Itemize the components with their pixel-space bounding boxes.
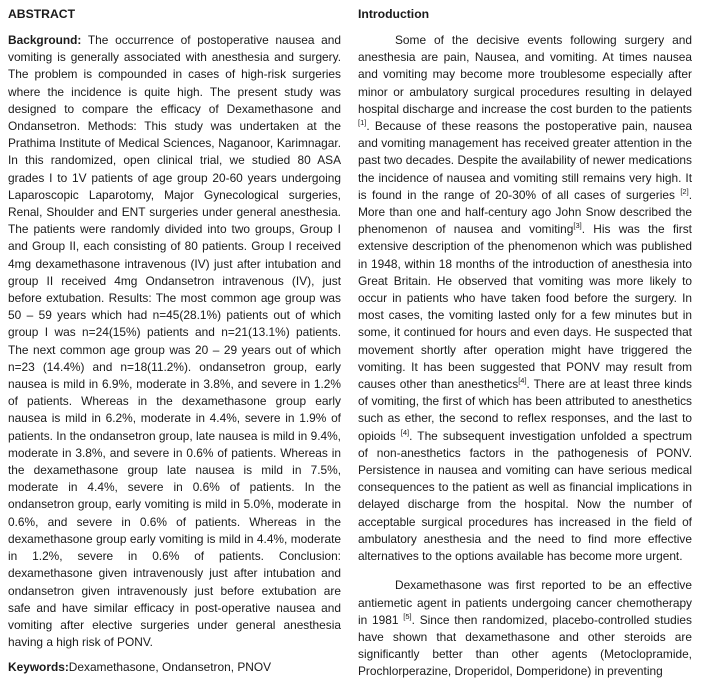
text-segment: . More than one and half-century ago John Snow described the phenomenon of nausea and vomiting [358, 187, 692, 237]
introduction-heading: Introduction [358, 7, 430, 21]
text-segment: . Because of these reasons the postoperative pain, nausea and vomiting management has received greater attention in the past two decades. Despite the availability of newer medications the incidence of nausea and vomiting still remains very high. It is found in the range of 20-30% of all cases of surgeries [358, 119, 692, 202]
text-segment: Some of the decisive events following surgery and anesthesia are pain, Nausea, and vomiting. At times nausea and vomiting may become more troublesome especially after minor or ambulatory surgical procedures resulting in delayed hospital discharge and increase the cost burden to the patients [358, 33, 692, 116]
introduction-paragraph-2 [358, 577, 692, 680]
text-segment: . The subsequent investigation unfolded a spectrum of non-anesthetics factors in the pathogenesis of PONV. Persistence in nausea and vomiting can have serious medical consequences to the patient as well as financial implications in delayed discharge from the hospital. Now the number of acceptable surgical procedures has increased in the field of ambulatory anesthesia and the need to find more effective alternatives to the options available has become more urgent. [358, 428, 692, 564]
citation-ref: [4] [400, 427, 410, 437]
citation-ref: [5] [403, 611, 412, 621]
keywords-line [8, 659, 341, 676]
keywords-text: Dexamethasone, Ondansetron, PNOV [68, 660, 272, 675]
text-segment: . Since then randomized, placebo-controlled studies have shown that dexamethasone and other steroids are significantly better than other agents (Metoclopramide, Prochlorperazine, Droperidol, Domperidone) in preventing [358, 612, 692, 679]
keywords-label: Keywords: [8, 660, 69, 675]
text-segment: . His was the first extensive description of the phenomenon which was published in 1948, within 18 months of the introduction of anesthesia into Great Britain. He observed that vomiting was more likely to occur in patients who have taken food before the surgery. In most cases, the vomiting lasted only for a few minutes but in some, it continued for hours and even days. He suspected that movement shortly after operation might have triggered the vomiting. It has been suggested that PONV may result from causes other than anesthetics [358, 222, 692, 392]
citation-ref: [2] [680, 186, 689, 196]
citation-ref: [4] [518, 376, 527, 386]
citation-ref: [3] [573, 221, 582, 231]
abstract-column [8, 6, 341, 677]
abstract-heading: ABSTRACT [8, 7, 76, 21]
text-segment: Dexamethasone was first reported to be an effective antiemetic agent in patients undergoing cancer chemotherapy in 1981 [358, 578, 692, 627]
citation-ref: [1] [358, 118, 367, 128]
introduction-column [358, 6, 692, 681]
abstract-body [8, 32, 341, 651]
text-segment: . There are at least three kinds of vomiting, the first of which has been attributed to anesthetics such as ether, the second to reflex responses, and the last to opioids [358, 377, 692, 443]
abstract-text: The occurrence of postoperative nausea and vomiting is generally associated with anesthesia and surgery. The problem is compounded in cases of high-risk surgeries where the incidence is quite high. The present study was designed to compare the efficacy of Dexamethasone and Ondansetron. Methods: This study was undertaken at the Prathima Institute of Medical Sciences, Naganoor, Karimnagar. In this randomized, open clinical trial, we studied 80 ASA grades I to 1V patients of age group 20-60 years undergoing Laparoscopic Laparotomy, Major Gynecological surgeries, Renal, Shoulder and ENT surgeries under general anesthesia. The patients were randomly divided into two groups, Group I and Group II, each consisting of 80 patients. Group I received 4mg dexamethasone intravenous (IV) just after intubation and group II received 4mg Ondansetron intravenous (IV), just before extubation. Results: The most common age group was 50 – 59 years which had n=45(28.1%) patients out of which group I was n=24(15%) patients and n=21(13.1%) patients. The next common age group was 20 – 29 years out of which n=23 (14.4%) and n=18(11.2%). ondansetron group, early nausea is mild in 6.9%, moderate in 3.8%, and severe in 1.2% of patients. Whereas in the dexamethasone group early nausea is mild in 6.2%, moderate in 4.4%, severe in 1.9% of patients. In the ondansetron group, late nausea is mild in 9.4%, moderate in 3.8%, and severe in 0.6% of patients. Whereas in the dexamethasone group late nausea is mild in 7.5%, moderate in 4.4%, severe in 0.6% of patients. In the ondansetron group, early vomiting is mild in 5.0%, moderate in 0.6%, and severe in 0.6% of patients. Whereas in the dexamethasone group early vomiting is mild in 4.4%, moderate in 1.2%, severe in 0.6% of patients. Conclusion: dexamethasone given intravenously just after intubation and ondansetron given intravenously just before extubation are safe and have similar efficacy in post-operative nausea and vomiting after elective surgeries under general anesthesia having a high risk of PONV. [8, 33, 342, 650]
introduction-paragraph-1 [358, 32, 692, 565]
background-label: Background: [8, 33, 82, 47]
